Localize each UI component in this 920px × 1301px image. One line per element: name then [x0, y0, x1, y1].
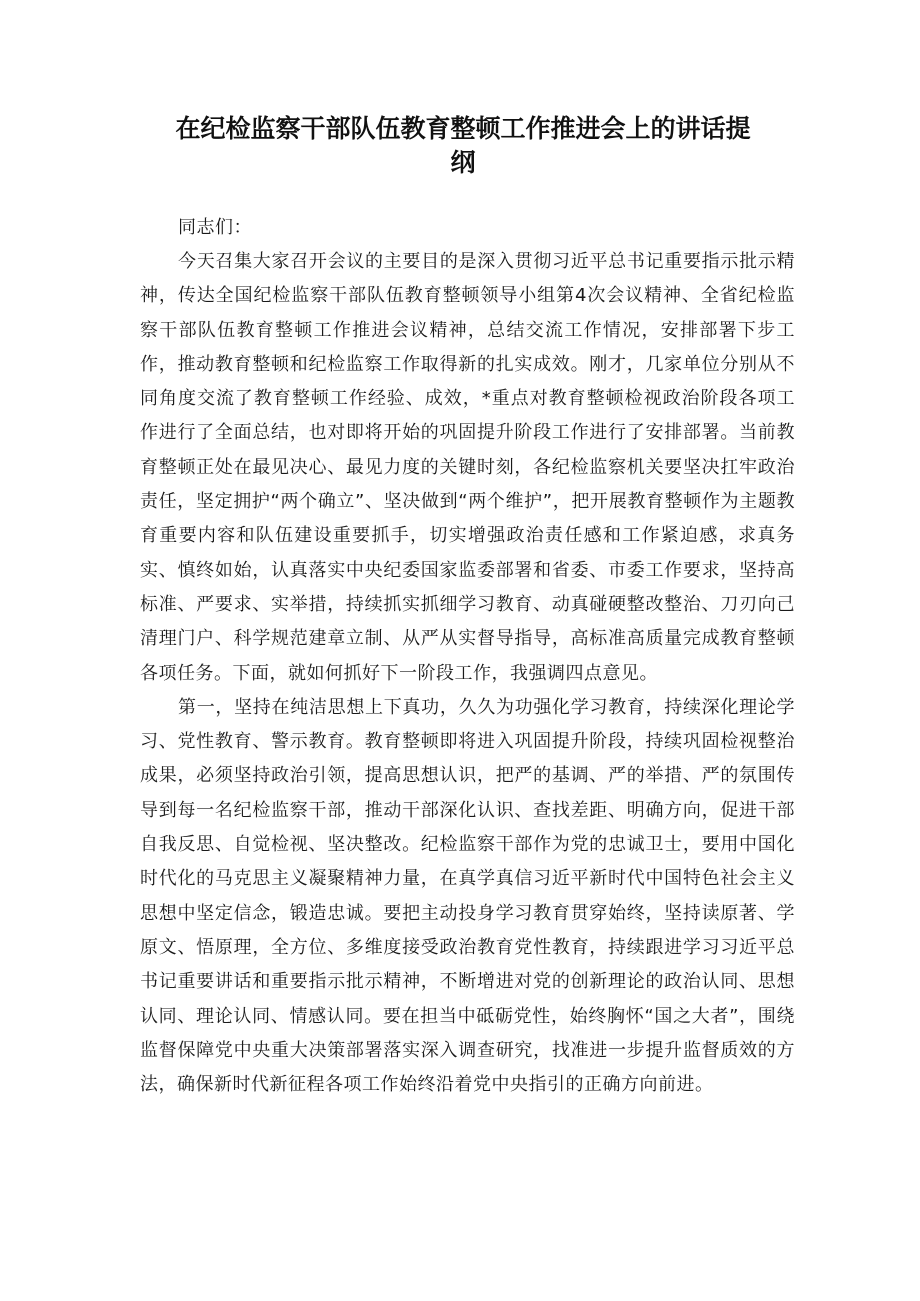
- salutation: 同志们：: [178, 217, 252, 238]
- paragraph-first-point: 第一，坚持在纯洁思想上下真功，久久为功强化学习教育，持续深化理论学习、党性教育、警示教育。教育整顿即将进入巩固提升阶段，持续巩固检视整治成果，必须坚持政治引领，提高思想认识，把严的基调、严的举措、严的氛围传导到每一名纪检监察干部，推动干部深化认识、查找差距、明确方向，促进干部自我反思、自觉检视、坚决整改。纪检监察干部作为党的忠诚卫士，要用中国化时代化的马克思主义凝聚精神力量，在真学真信习近平新时代中国特色社会主义思想中坚定信念，锻造忠诚。要把主动投身学习教育贯穿始终，坚持读原著、学原文、悟原理，全方位、多维度接受政治教育党性教育，持续跟进学习习近平总书记重要讲话和重要指示批示精神，不断增进对党的创新理论的政治认同、思想认同、理论认同、情感认同。要在担当中砥砺党性，始终胸怀“国之大者”，围绕监督保障党中央重大决策部署落实深入调查研究，找准进一步提升监督质效的方法，确保新时代新征程各项工作始终沿着党中央指引的正确方向前进。: [140, 696, 795, 1096]
- document-title: 在纪检监察干部队伍教育整顿工作推进会上的讲话提纲: [175, 114, 751, 177]
- document-body: [140, 210, 795, 1102]
- paragraph-intro: 今天召集大家召开会议的主要目的是深入贯彻习近平总书记重要指示批示精神，传达全国纪检监察干部队伍教育整顿领导小组第4次会议精神、全省纪检监察干部队伍教育整顿工作推进会议精神，总结交流工作情况，安排部署下步工作，推动教育整顿和纪检监察工作取得新的扎实成效。刚才，几家单位分别从不同角度交流了教育整顿工作经验、成效，*重点对教育整顿检视政治阶段各项工作进行了全面总结，也对即将开始的巩固提升阶段工作进行了安排部署。当前教育整顿正处在最见决心、最见力度的关键时刻，各纪检监察机关要坚决扛牢政治责任，坚定拥护“两个确立”、坚决做到“两个维护”，把开展教育整顿作为主题教育重要内容和队伍建设重要抓手，切实增强政治责任感和工作紧迫感，求真务实、慎终如始，认真落实中央纪委国家监委部署和省委、市委工作要求，坚持高标准、严要求、实举措，持续抓实抓细学习教育、动真碰硬整改整治、刀刃向己清理门户、科学规范建章立制、从严从实督导指导，高标准高质量完成教育整顿各项任务。下面，就如何抓好下一阶段工作，我强调四点意见。: [140, 251, 795, 684]
